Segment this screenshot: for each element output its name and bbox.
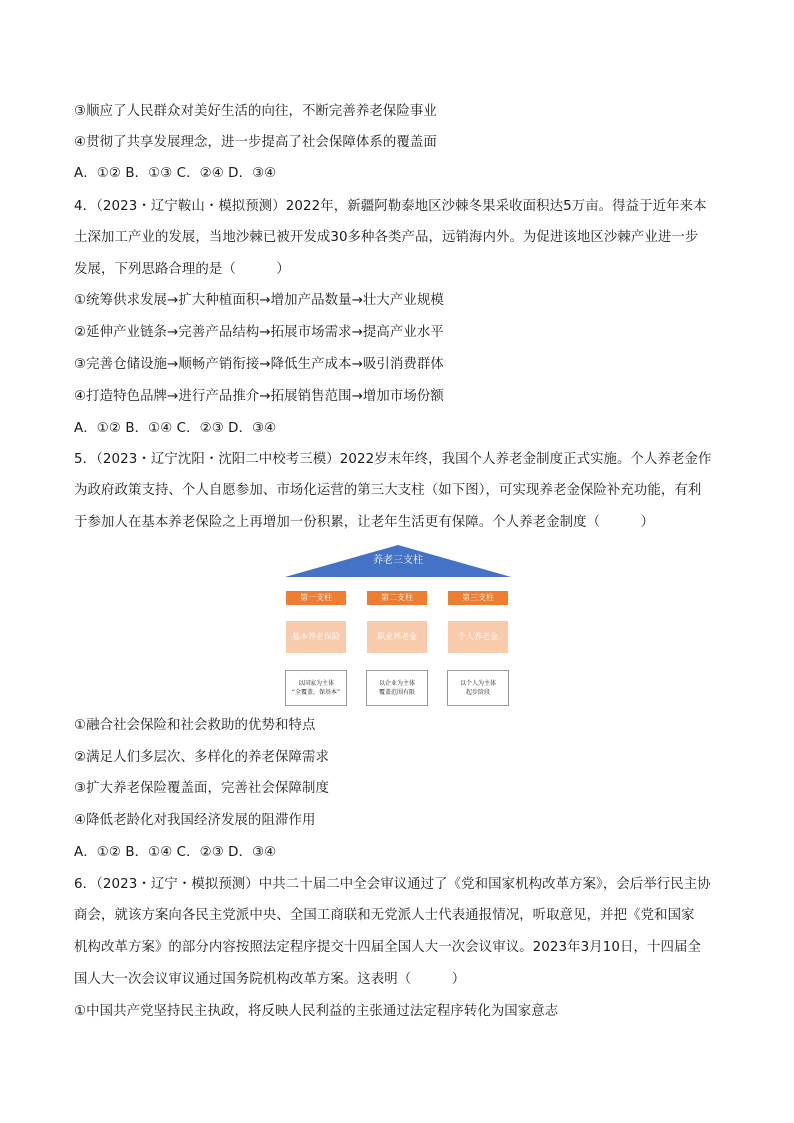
q5-option-4: ④降低老龄化对我国经济发展的阻滞作用 — [74, 813, 316, 828]
pillar-2-desc — [366, 670, 428, 706]
pillar-2-body: 职业养老金 — [367, 621, 427, 653]
pillar-2-head: 第二支柱 — [367, 591, 427, 605]
pillar-3-desc-line1: 以个人为主体 — [459, 680, 496, 687]
pillar-1-desc-line1: 以国家为主体 — [297, 680, 334, 687]
q5-answer-options: A．①② B．①④ C．②③ D．③④ — [74, 845, 277, 860]
pillar-3-body: 个人养老金 — [448, 621, 508, 653]
pillar-1-head: 第一支柱 — [286, 591, 346, 605]
diagram-title: 养老三支柱 — [373, 555, 423, 566]
pillar-2-desc-line2: 覆盖范围有限 — [378, 689, 415, 696]
q5-stem-2: 为政府政策支持、个人自愿参加、市场化运营的第三大支柱（如下图），可实现养老金保险补充功能，有利 — [74, 483, 702, 498]
q6-option-1: ①中国共产党坚持民主执政，将反映人民利益的主张通过法定程序转化为国家意志 — [74, 1004, 559, 1019]
q6-stem-2: 商会，就该方案向各民主党派中央、全国工商联和无党派人士代表通报情况，听取意见，并把《党和国家 — [74, 908, 695, 923]
q4-stem-1: 4．（2023・辽宁鞍山・模拟预测）2022年，新疆阿勒泰地区沙棘冬果采收面积达5万亩。得益于近年来本 — [74, 199, 707, 214]
pillar-3-head: 第三支柱 — [448, 591, 508, 605]
q5-stem-1: 5．（2023・辽宁沈阳・沈阳二中校考三模）2022岁末年终，我国个人养老金制度正式实施。个人养老金作 — [74, 452, 712, 467]
q5-option-2: ②满足人们多层次、多样化的养老保障需求 — [74, 750, 329, 765]
q4-option-1: ①统筹供求发展→扩大种植面积→增加产品数量→壮大产业规模 — [74, 293, 444, 308]
line-1: ③顺应了人民群众对美好生活的向往，不断完善养老保险事业 — [74, 104, 437, 119]
q6-stem-1: 6．（2023・辽宁・模拟预测）中共二十届二中全会审议通过了《党和国家机构改革方案》，会后举行民主协 — [74, 877, 711, 892]
pillar-2-desc-line1: 以企业为主体 — [378, 680, 415, 687]
q3-answer-options: A．①② B．①③ C．②④ D．③④ — [74, 166, 277, 181]
q4-stem-2: 土深加工产业的发展，当地沙棘已被开发成30多种各类产品，远销海内外。为促进该地区沙棘产业进一步 — [74, 230, 699, 245]
pillar-3-desc — [447, 670, 509, 706]
pillar-1-body: 基本养老保险 — [286, 621, 346, 653]
pension-three-pillars-diagram — [283, 543, 513, 713]
q4-answer-options: A．①② B．①④ C．②③ D．③④ — [74, 421, 277, 436]
q5-option-1: ①融合社会保险和社会救助的优势和特点 — [74, 718, 316, 733]
q4-option-2: ②延伸产业链条→完善产品结构→拓展市场需求→提高产业水平 — [74, 325, 444, 340]
pillar-1-desc — [285, 670, 347, 706]
q5-stem-3: 于参加人在基本养老保险之上再增加一份积累，让老年生活更有保障。个人养老金制度（ ） — [74, 515, 655, 530]
q6-stem-4: 国人大一次会议审议通过国务院机构改革方案。这表明（ ） — [74, 972, 466, 987]
q4-stem-3: 发展，下列思路合理的是（ ） — [74, 262, 290, 277]
pillar-3-desc-line2: 起步阶段 — [465, 689, 490, 696]
q6-stem-3: 机构改革方案》的部分内容按照法定程序提交十四届全国人大一次会议审议。2023年3月10日，十四届全 — [74, 940, 701, 955]
q4-option-4: ④打造特色品牌→进行产品推介→拓展销售范围→增加市场份额 — [74, 389, 444, 404]
q4-option-3: ③完善仓储设施→顺畅产销衔接→降低生产成本→吸引消费群体 — [74, 357, 444, 372]
line-2: ④贯彻了共享发展理念，进一步提高了社会保障体系的覆盖面 — [74, 135, 437, 150]
pillar-1-desc-line2: “全覆盖，保基本” — [291, 689, 341, 696]
q5-option-3: ③扩大养老保险覆盖面，完善社会保障制度 — [74, 781, 329, 796]
